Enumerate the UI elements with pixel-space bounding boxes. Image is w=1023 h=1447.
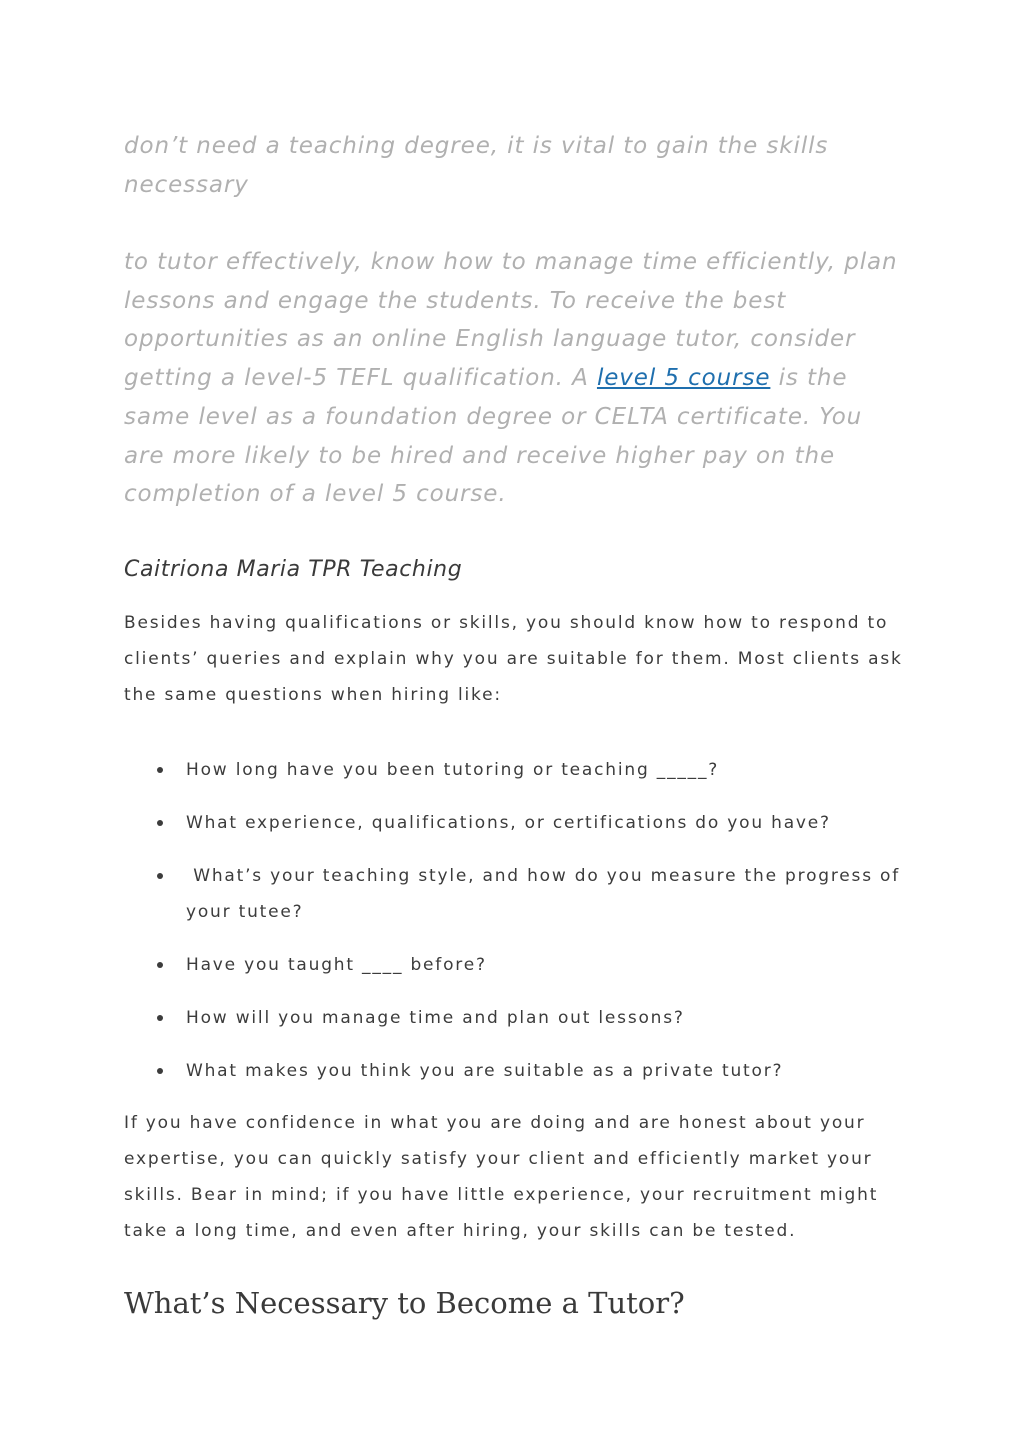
- questions-list: [124, 752, 908, 1106]
- list-item: [124, 1053, 904, 1089]
- section-heading: What’s Necessary to Become a Tutor?: [124, 1286, 685, 1320]
- list-item-text: How long have you been tutoring or teaching _____?: [186, 760, 720, 780]
- image-caption: Caitriona Maria TPR Teaching: [124, 557, 463, 582]
- list-item: [124, 752, 904, 788]
- quote-text-after-link: is the same level as a foundation degree or CELTA certificate. You are more likely to be hired and receive higher pay on the completion of a level 5 course.: [124, 365, 863, 508]
- bullet-icon: [157, 767, 163, 773]
- bullet-icon: [157, 1015, 163, 1021]
- list-item-text: What’s your teaching style, and how do you measure the progress of your tutee?: [186, 866, 908, 922]
- quote-text-before-link: to tutor effectively, know how to manage time efficiently, plan lessons and engage the students. To receive the best opportunities as an online English language tutor, consider getting a level-5 TEFL qualification. A: [124, 249, 898, 392]
- list-item: [124, 805, 904, 841]
- quote-paragraph-2: [124, 243, 904, 514]
- list-item: [124, 947, 904, 983]
- intro-paragraph: Besides having qualifications or skills, you should know how to respond to clients’ queries and explain why you are suitable for them. Most clients ask the same questions when hiring like:: [124, 613, 903, 705]
- bullet-icon: [157, 1068, 163, 1074]
- list-item: [124, 858, 908, 930]
- bullet-icon: [157, 873, 163, 879]
- list-item-text: What experience, qualifications, or certifications do you have?: [186, 813, 831, 833]
- bullet-icon: [157, 962, 163, 968]
- list-item-text: How will you manage time and plan out lessons?: [186, 1008, 685, 1028]
- list-item-text: Have you taught ____ before?: [186, 955, 487, 975]
- list-item: [124, 1000, 904, 1036]
- list-item-text: What makes you think you are suitable as a private tutor?: [186, 1061, 784, 1081]
- quote-paragraph-1: don’t need a teaching degree, it is vital to gain the skills necessary: [124, 133, 829, 198]
- level-5-course-link[interactable]: level 5 course: [596, 365, 771, 392]
- bullet-icon: [157, 820, 163, 826]
- closing-paragraph: If you have confidence in what you are doing and are honest about your expertise, you can quickly satisfy your client and efficiently market your skills. Bear in mind; if you have little experience, your recruitment might take a long time, and even after hiring, your skills can be tested.: [124, 1113, 879, 1241]
